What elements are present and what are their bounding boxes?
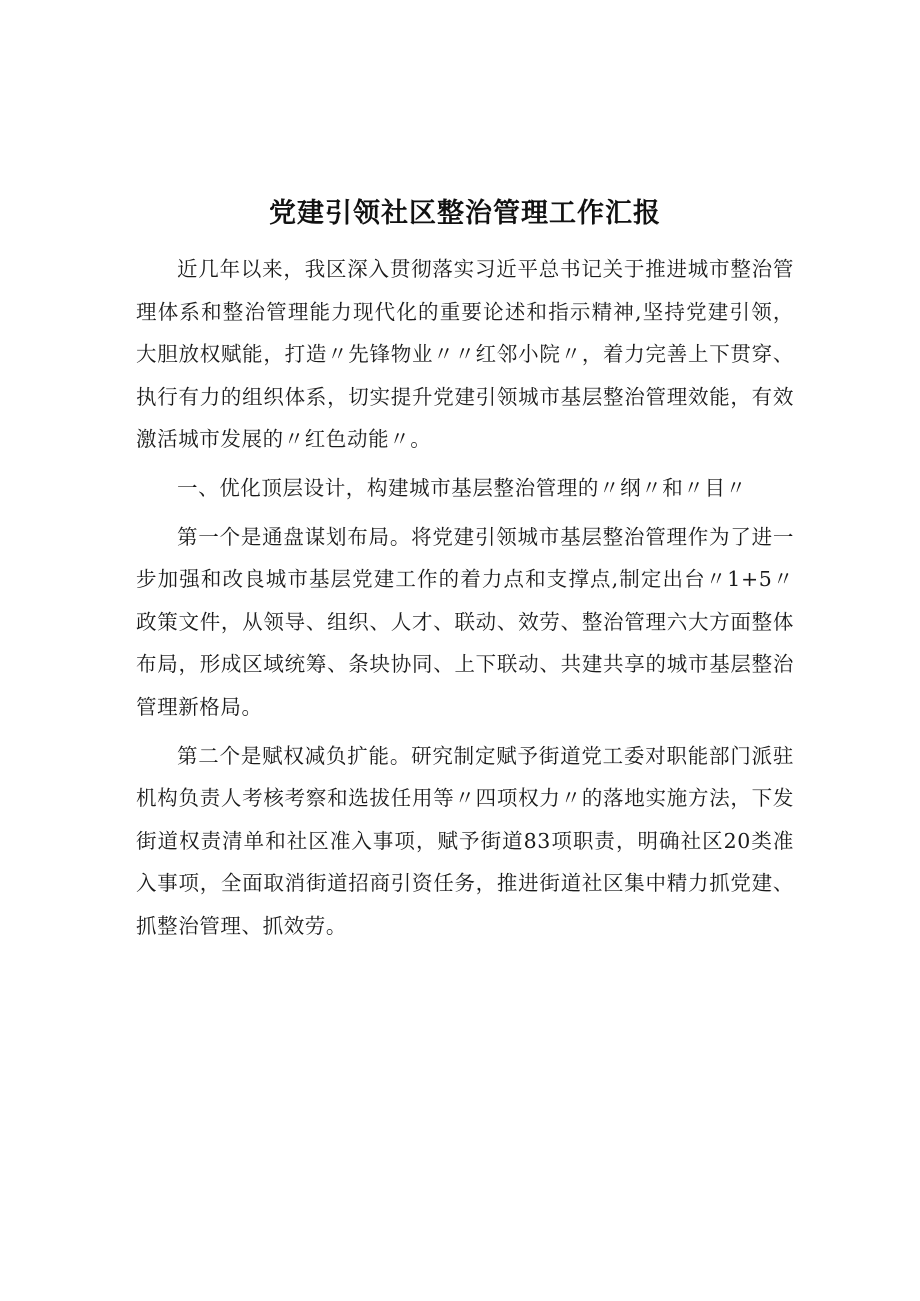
- document-title: 党建引领社区整治管理工作汇报: [269, 198, 661, 229]
- paragraph-empowerment: 第二个是赋权减负扩能。研究制定赋予街道党工委对职能部门派驻机构负责人考核考察和选拔任用等〃四项权力〃的落地实施方法，下发街道权责清单和社区准入事项，赋予街道83项职责，明确社区20类准入事项，全面取消街道招商引资任务，推进街道社区集中精力抓党建、抓整治管理、抓效劳。: [136, 743, 794, 938]
- section-heading-1: 一、优化顶层设计，构建城市基层整治管理的〃纲〃和〃目〃: [177, 475, 747, 500]
- paragraph-intro: 近几年以来，我区深入贯彻落实习近平总书记关于推进城市整治管理体系和整治管理能力现代化的重要论述和指示精神,坚持党建引领，大胆放权赋能，打造〃先锋物业〃〃红邻小院〃，着力完善上下贯穿、执行有力的组织体系，切实提升党建引领城市基层整治管理效能，有效激活城市发展的〃红色动能〃。: [136, 257, 794, 452]
- paragraph-planning: 第一个是通盘谋划布局。将党建引领城市基层整治管理作为了进一步加强和改良城市基层党建工作的着力点和支撑点,制定出台〃1+5〃政策文件，从领导、组织、人才、联动、效劳、整治管理六大方面整体布局，形成区域统筹、条块协同、上下联动、共建共享的城市基层整治管理新格局。: [136, 524, 794, 719]
- document-page: [136, 194, 794, 948]
